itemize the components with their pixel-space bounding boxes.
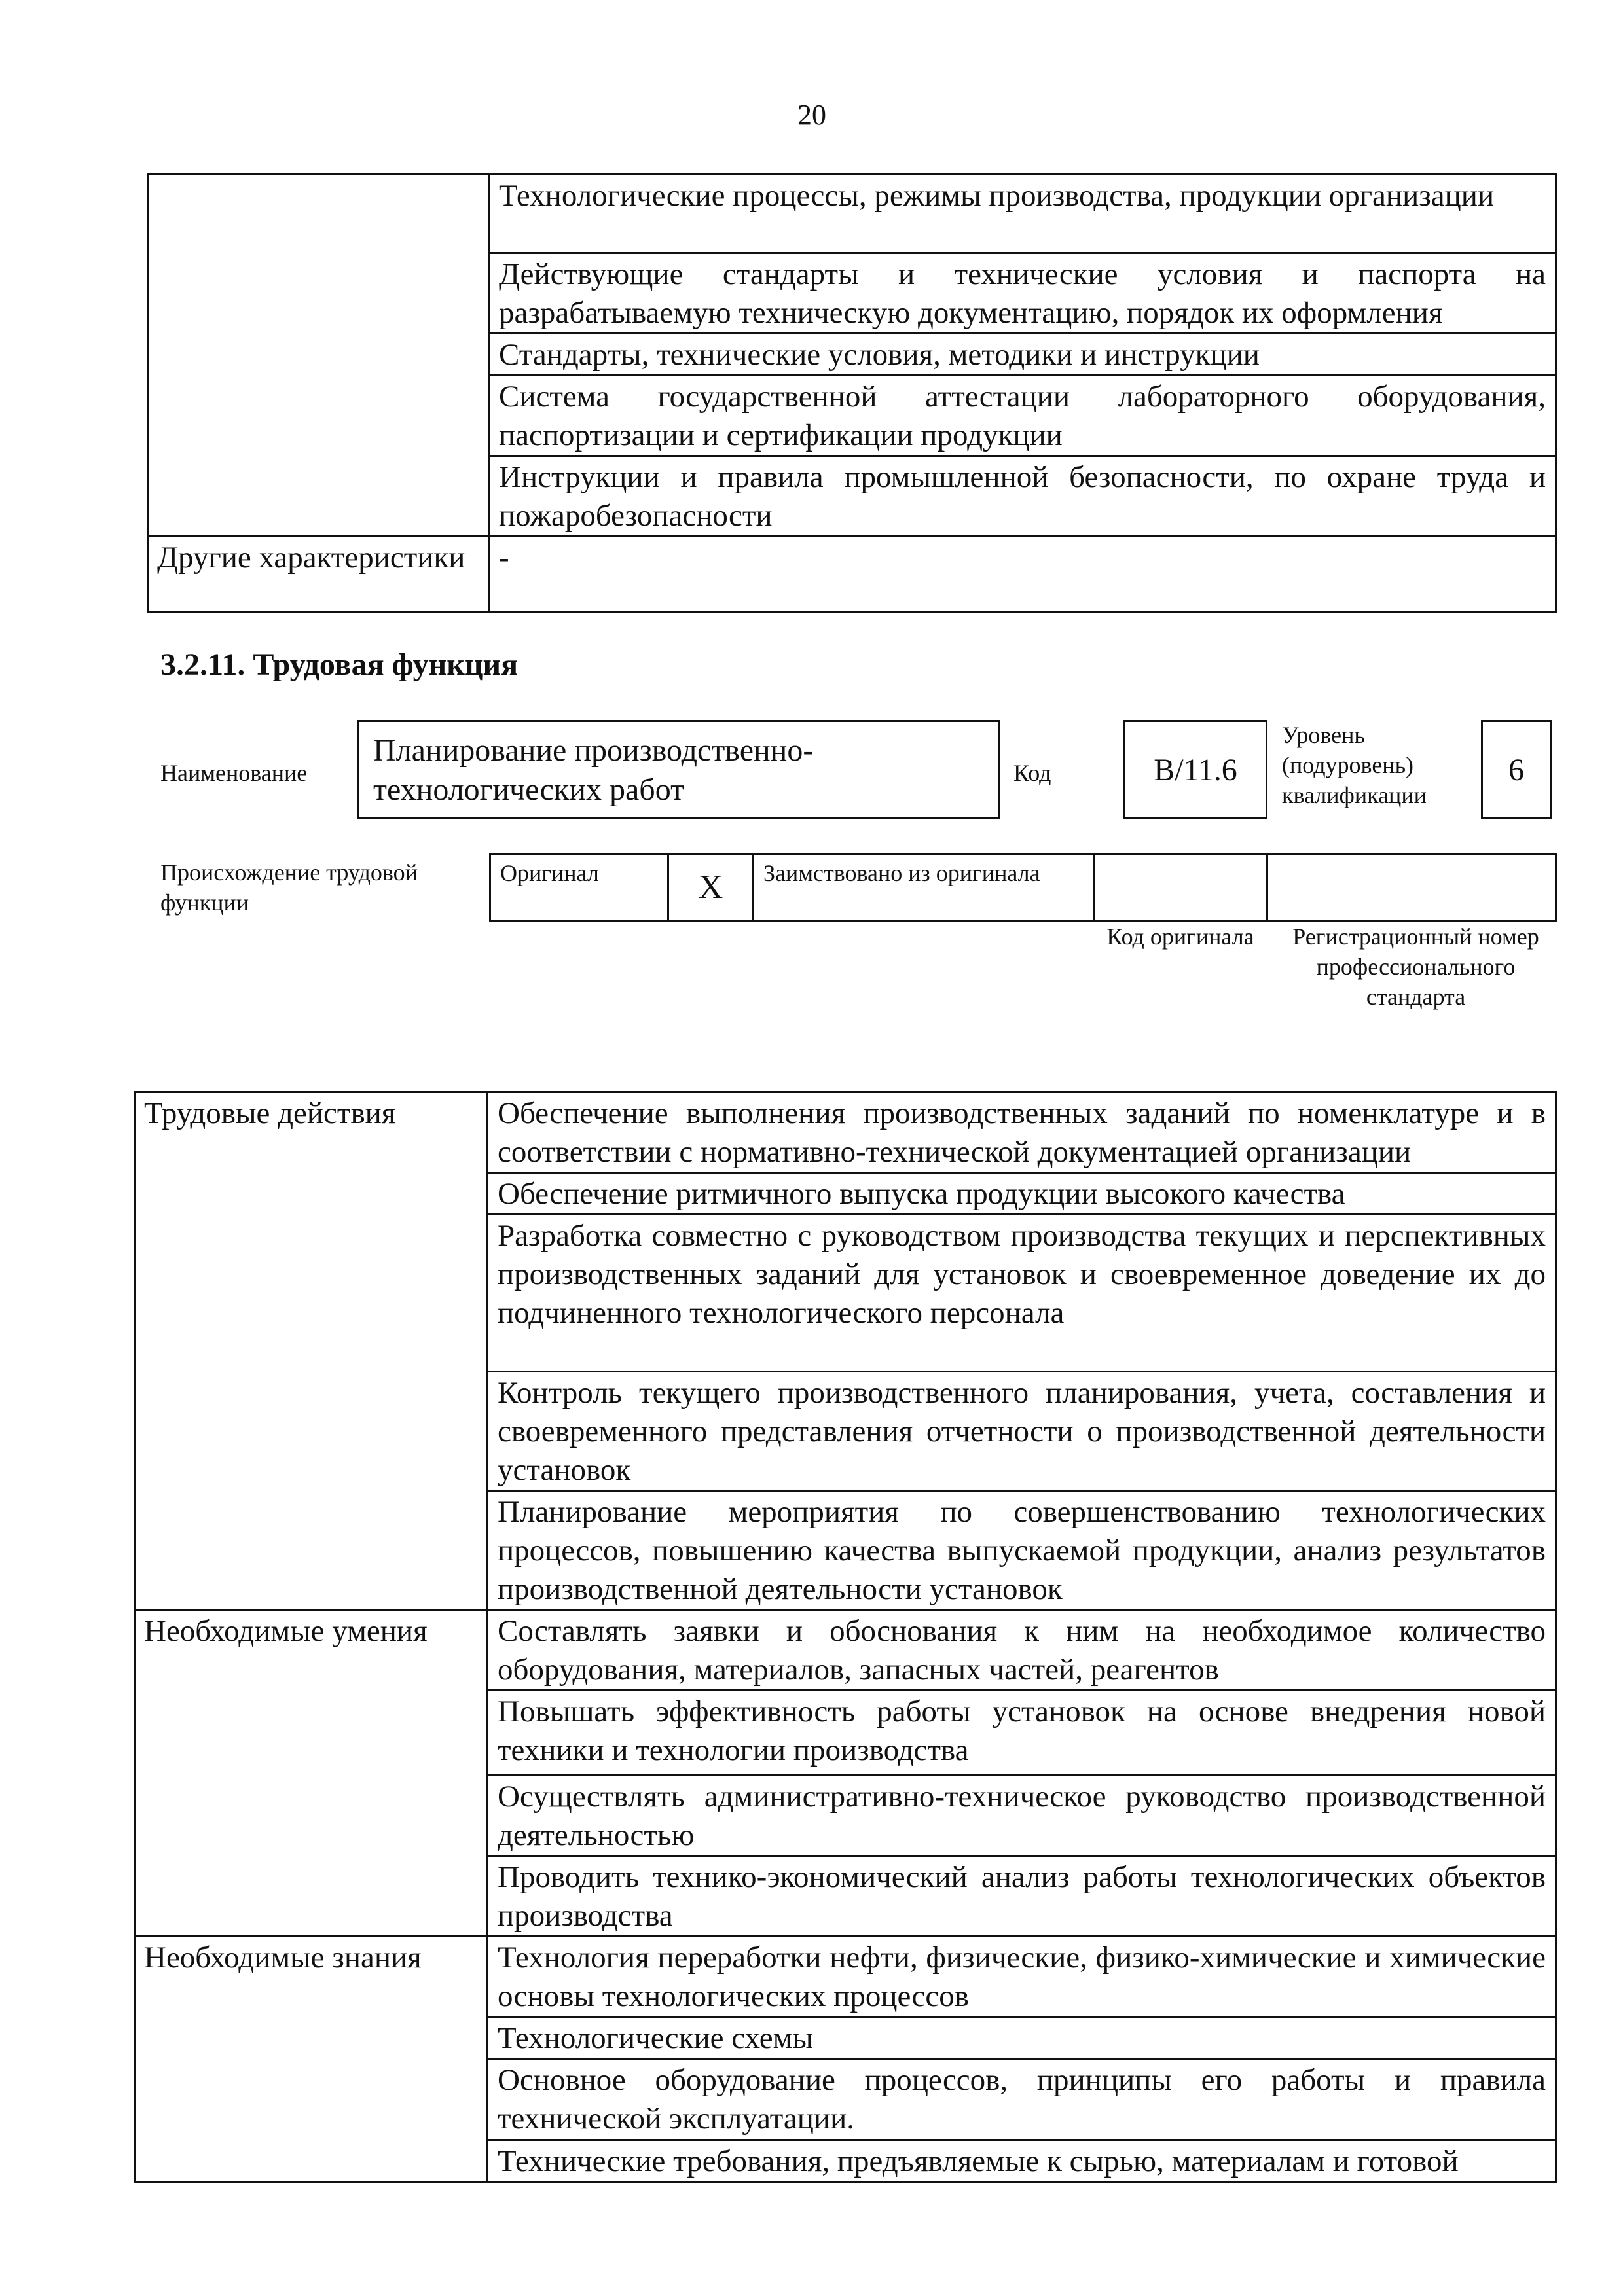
other-characteristics-label: Другие характеристики <box>149 537 489 613</box>
labor-actions-label: Трудовые действия <box>136 1092 488 1610</box>
labor-action-item: Обеспечение выполнения производственных заданий по номенклатуре и в соответствии с нормативно-технической документацией организации <box>488 1092 1556 1173</box>
qualification-level-label: Уровень (подуровень) квалификации <box>1282 722 1427 808</box>
required-knowledge-label: Необходимые знания <box>136 1937 488 2182</box>
borrowed-label: Заимствовано из оригинала <box>754 854 1094 922</box>
function-code-box: В/11.6 <box>1123 720 1267 819</box>
origin-label: Происхождение трудовой функции <box>160 859 418 916</box>
knowledge-item: Основное оборудование процессов, принципы его работы и правила технической эксплуатации. <box>488 2059 1556 2140</box>
qualification-level-box: 6 <box>1481 720 1552 819</box>
empty-label-cell <box>149 175 489 537</box>
labor-action-item: Планирование мероприятия по совершенствованию технологических процессов, повышению качества выпускаемой продукции, анализ результатов производственной деятельности установок <box>488 1491 1556 1610</box>
knowledge-item: Действующие стандарты и технические условия и паспорта на разрабатываемую техническую документацию, порядок их оформления <box>489 253 1556 334</box>
function-name-box: Планирование производственно-технологических работ <box>357 720 1000 819</box>
original-code-caption: Код оригинала <box>1106 924 1254 950</box>
knowledge-item: Стандарты, технические условия, методики и инструкции <box>489 334 1556 376</box>
other-characteristics-value: - <box>489 537 1556 613</box>
skill-item: Осуществлять административно-техническое руководство производственной деятельностью <box>488 1776 1556 1856</box>
skill-item: Повышать эффективность работы установок на основе внедрения новой техники и технологии производства <box>488 1691 1556 1776</box>
original-label: Оригинал <box>490 854 668 922</box>
labor-action-item: Обеспечение ритмичного выпуска продукции высокого качества <box>488 1173 1556 1215</box>
registration-number-cell <box>1267 854 1556 922</box>
page-number: 20 <box>797 99 826 131</box>
section-title: 3.2.11. Трудовая функция <box>160 647 519 682</box>
skill-item: Составлять заявки и обоснования к ним на необходимое количество оборудования, материалов, запасных частей, реагентов <box>488 1610 1556 1691</box>
registration-number-caption: Регистрационный номер профессионального стандарта <box>1292 924 1539 1010</box>
knowledge-continuation-table <box>147 173 1557 613</box>
name-label: Наименование <box>160 760 308 786</box>
knowledge-item: Система государственной аттестации лабораторного оборудования, паспортизации и сертификации продукции <box>489 376 1556 456</box>
labor-function-table <box>134 1091 1557 2183</box>
knowledge-item: Технологические схемы <box>488 2017 1556 2059</box>
code-label: Код <box>1013 760 1051 786</box>
knowledge-item: Технологические процессы, режимы производства, продукции организации <box>489 175 1556 253</box>
labor-action-item: Разработка совместно с руководством производства текущих и перспективных производственных заданий для установок и своевременное доведение их до подчиненного технологического персонала <box>488 1215 1556 1372</box>
original-mark: X <box>668 854 754 922</box>
knowledge-item: Инструкции и правила промышленной безопасности, по охране труда и пожаробезопасности <box>489 456 1556 537</box>
knowledge-item: Технические требования, предъявляемые к сырью, материалам и готовой <box>488 2140 1556 2182</box>
original-code-cell <box>1094 854 1267 922</box>
origin-table <box>489 853 1557 922</box>
knowledge-item: Технология переработки нефти, физические, физико-химические и химические основы технологических процессов <box>488 1937 1556 2017</box>
required-skills-label: Необходимые умения <box>136 1610 488 1937</box>
labor-action-item: Контроль текущего производственного планирования, учета, составления и своевременного представления отчетности о производственной деятельности установок <box>488 1372 1556 1491</box>
skill-item: Проводить технико-экономический анализ работы технологических объектов производства <box>488 1856 1556 1937</box>
